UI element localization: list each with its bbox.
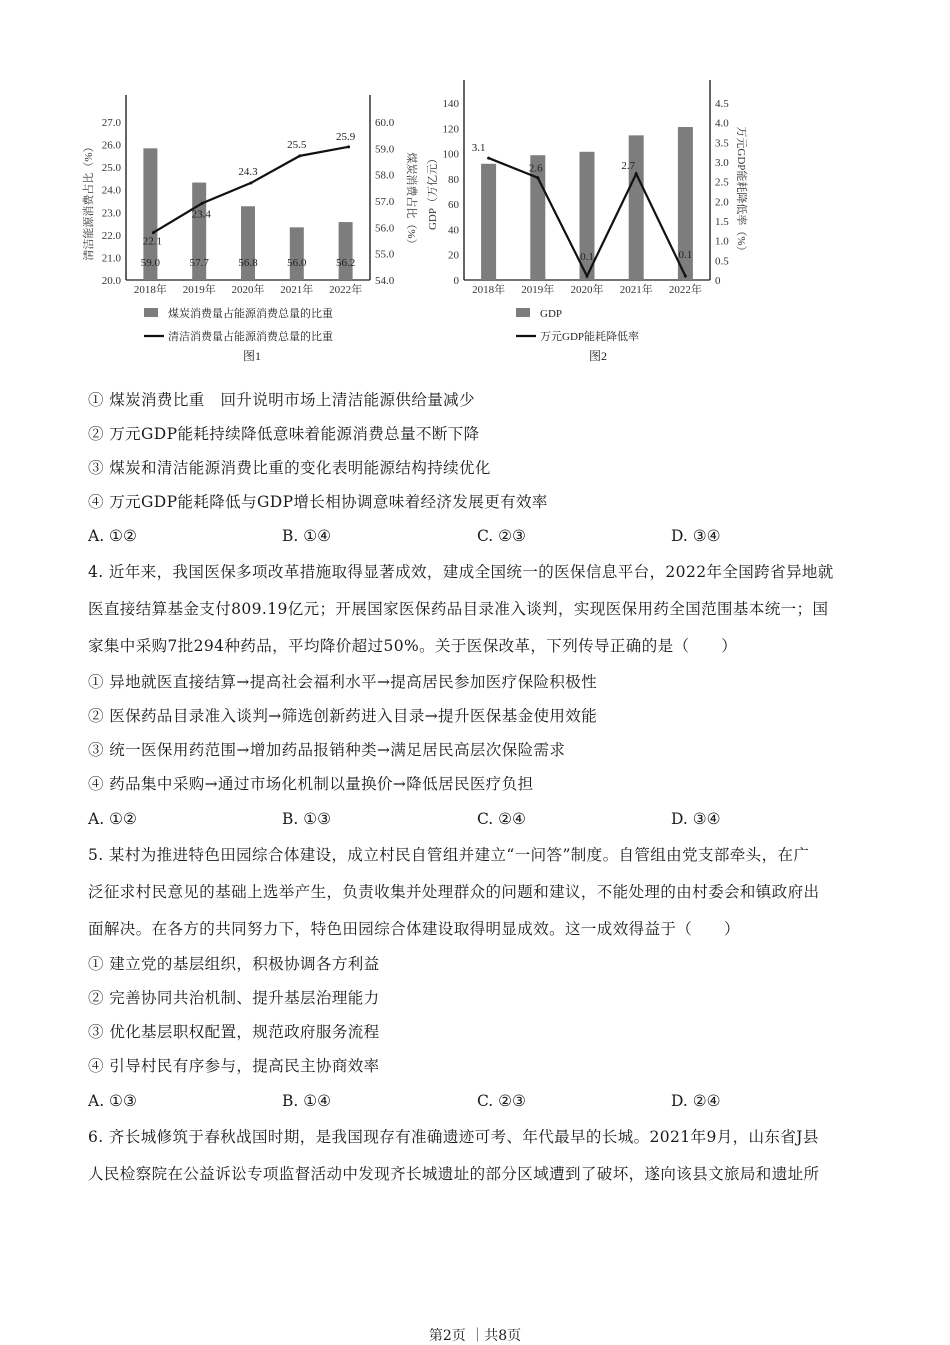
y-tick-label-left: 26.0 — [101, 139, 121, 152]
answer-option[interactable]: D. ②④ — [671, 1092, 721, 1110]
x-tick-label: 2018年 — [133, 284, 167, 296]
y-axis-title-left: 清洁能源消费占比（%） — [83, 141, 95, 261]
y-tick-label-right: 3.0 — [715, 157, 729, 169]
y-tick-label-left: 80 — [448, 173, 459, 186]
y-tick-label-right: 2.0 — [715, 196, 729, 209]
answer-option[interactable]: D. ③④ — [671, 527, 721, 545]
text-line: ② 完善协同共治机制、提升基层治理能力 — [88, 989, 380, 1007]
legend-swatch-bar — [144, 308, 158, 317]
y-tick-label-right: 57.0 — [375, 196, 395, 208]
y-axis-title-right: 万元GDP能耗降低率（%） — [735, 126, 747, 257]
y-tick-label-left: 21.0 — [101, 252, 121, 265]
x-tick-label: 2019年 — [521, 284, 555, 296]
text-line: 5. 某村为推进特色田园综合体建设，成立村民自管组并建立“一问答”制度。自管组由党支部牵头，在广 — [88, 846, 810, 864]
line-data-label: 23.4 — [191, 208, 211, 221]
line-point — [201, 202, 204, 205]
answer-option[interactable]: B. ①④ — [282, 1092, 332, 1110]
y-tick-label-left: 140 — [442, 98, 459, 110]
y-tick-label-right: 4.5 — [715, 98, 729, 110]
bar — [629, 135, 644, 280]
line-point — [586, 275, 589, 278]
line-data-label: 25.9 — [335, 130, 356, 143]
text-line: ③ 统一医保用药范围→增加药品报销种类→满足居民高层次保险需求 — [88, 741, 566, 759]
text-line: 6. 齐长城修筑于春秋战国时期，是我国现存有准确遗迹可考、年代最早的长城。2021年9月，山东省J县 — [88, 1128, 819, 1146]
y-tick-label-left: 20 — [448, 249, 459, 262]
x-tick-label: 2021年 — [280, 284, 314, 296]
legend-label: 万元GDP能耗降低率 — [540, 331, 640, 343]
text-line: 泛征求村民意见的基础上选举产生，负责收集并处理群众的问题和建议，不能处理的由村委会和镇政府出 — [88, 883, 820, 901]
y-tick-label-right: 0.5 — [715, 255, 729, 268]
line-point — [298, 154, 301, 157]
line-point — [684, 275, 687, 278]
text-line: 人民检察院在公益诉讼专项监督活动中发现齐长城遗址的部分区域遭到了破坏，遂向该县文旅局和遗址所 — [88, 1165, 820, 1183]
line-point — [487, 157, 490, 160]
y-tick-label-left: 27.0 — [101, 117, 121, 129]
y-tick-label-left: 23.0 — [101, 207, 121, 220]
x-tick-label: 2022年 — [668, 284, 702, 296]
line-data-label: 2.7 — [621, 159, 636, 172]
x-tick-label: 2018年 — [472, 284, 506, 296]
answer-option[interactable]: C. ②③ — [477, 527, 526, 545]
y-tick-label-right: 1.5 — [715, 216, 729, 228]
bar-data-label: 57.7 — [189, 257, 209, 269]
figure-charts — [80, 70, 760, 370]
y-tick-label-right: 4.0 — [715, 117, 729, 130]
y-axis-title-right: 煤炭消费占比（%） — [405, 152, 417, 250]
line-point — [347, 145, 350, 148]
text-line: ② 万元GDP能耗持续降低意味着能源消费总量不断下降 — [88, 425, 480, 443]
answer-option[interactable]: C. ②③ — [477, 1092, 526, 1110]
answer-option[interactable]: B. ①④ — [282, 527, 332, 545]
y-tick-label-right: 58.0 — [375, 169, 395, 182]
text-line: ① 建立党的基层组织，积极协调各方利益 — [88, 955, 380, 973]
line-data-label: 24.3 — [238, 165, 258, 178]
answer-option[interactable]: D. ③④ — [671, 810, 721, 828]
y-tick-label-right: 59.0 — [375, 143, 395, 156]
legend-swatch-bar — [516, 308, 530, 317]
line-point — [635, 172, 638, 175]
text-line: ④ 药品集中采购→通过市场化机制以量换价→降低居民医疗负担 — [88, 775, 534, 793]
bar-data-label: 56.0 — [287, 257, 307, 269]
y-tick-label-right: 54.0 — [375, 275, 395, 287]
figure-caption: 图1 — [242, 349, 262, 363]
y-tick-label-right: 1.0 — [715, 235, 729, 248]
bar — [290, 227, 304, 280]
y-tick-label-left: 100 — [442, 148, 459, 161]
line-point — [152, 231, 155, 234]
chart-2 — [426, 80, 749, 363]
line-data-label: 25.5 — [287, 138, 307, 151]
bar — [481, 164, 496, 280]
x-tick-label: 2020年 — [231, 284, 265, 296]
line-data-label: 0.1 — [580, 251, 594, 264]
y-tick-label-right: 0 — [715, 275, 721, 287]
line-point — [536, 176, 539, 179]
answer-option[interactable]: C. ②④ — [477, 810, 526, 828]
y-tick-label-left: 0 — [453, 275, 459, 287]
y-tick-label-left: 60 — [448, 199, 459, 212]
text-line: ① 煤炭消费比重 回升说明市场上清洁能源供给量减少 — [88, 391, 475, 409]
answer-option[interactable]: A. ①③ — [88, 1092, 137, 1110]
legend-label: 煤炭消费量占能源消费总量的比重 — [168, 308, 333, 320]
line-data-label: 0.1 — [678, 249, 693, 262]
text-line: ③ 优化基层职权配置，规范政府服务流程 — [88, 1023, 380, 1041]
x-tick-label: 2022年 — [329, 284, 363, 296]
y-tick-label-left: 40 — [448, 224, 459, 237]
x-tick-label: 2021年 — [619, 284, 653, 296]
bar-data-label: 56.8 — [238, 257, 258, 269]
text-line: ③ 煤炭和清洁能源消费比重的变化表明能源结构持续优化 — [88, 459, 491, 477]
y-tick-label-left: 120 — [442, 123, 459, 136]
figure-caption: 图2 — [588, 349, 608, 363]
y-tick-label-right: 55.0 — [375, 248, 395, 261]
y-tick-label-right: 60.0 — [375, 117, 395, 129]
line-point — [250, 181, 253, 184]
bar-data-label: 59.0 — [140, 257, 161, 269]
page-footer: 第2页 ｜共8页 — [428, 1328, 522, 1344]
text-line: 4. 近年来，我国医保多项改革措施取得显著成效，建成全国统一的医保信息平台，2022年全国跨省异地就 — [88, 563, 834, 581]
text-line: ④ 万元GDP能耗降低与GDP增长相协调意味着经济发展更有效率 — [88, 493, 548, 511]
answer-option[interactable]: B. ①③ — [282, 810, 332, 828]
x-tick-label: 2019年 — [182, 284, 216, 296]
x-tick-label: 2020年 — [570, 284, 604, 296]
y-tick-label-right: 3.5 — [715, 137, 729, 150]
y-tick-label-left: 20.0 — [101, 275, 121, 287]
answer-option[interactable]: A. ①② — [88, 527, 137, 545]
text-line: ② 医保药品目录准入谈判→筛选创新药进入目录→提升医保基金使用效能 — [88, 707, 598, 725]
text-line: ① 异地就医直接结算→提高社会福利水平→提高居民参加医疗保险积极性 — [88, 673, 598, 691]
text-line: 医直接结算基金支付809.19亿元；开展国家医保药品目录准入谈判，实现医保用药全国范围基本统一；国 — [88, 600, 829, 618]
y-tick-label-right: 2.5 — [715, 176, 729, 189]
line-data-label: 2.6 — [528, 162, 543, 175]
text-line: 家集中采购7批294种药品，平均降价超过50%。关于医保改革，下列传导正确的是（ ） — [88, 637, 738, 655]
y-tick-label-left: 22.0 — [101, 229, 121, 242]
y-tick-label-left: 25.0 — [101, 162, 121, 175]
bar — [339, 222, 353, 280]
chart-1 — [81, 95, 419, 363]
legend-label: 清洁消费量占能源消费总量的比重 — [168, 331, 333, 343]
bar-data-label: 56.2 — [335, 257, 356, 269]
legend-label: GDP — [540, 308, 563, 320]
y-tick-label-right: 56.0 — [375, 222, 395, 235]
line-data-label: 22.1 — [142, 235, 163, 248]
text-line: 面解决。在各方的共同努力下，特色田园综合体建设取得明显成效。这一成效得益于（ ） — [88, 920, 740, 938]
line-data-label: 3.1 — [471, 142, 486, 155]
text-line: ④ 引导村民有序参与，提高民主协商效率 — [88, 1057, 380, 1075]
answer-option[interactable]: A. ①② — [88, 810, 137, 828]
y-axis-title-left: GDP（万亿元） — [427, 152, 439, 231]
y-tick-label-left: 24.0 — [101, 184, 121, 197]
